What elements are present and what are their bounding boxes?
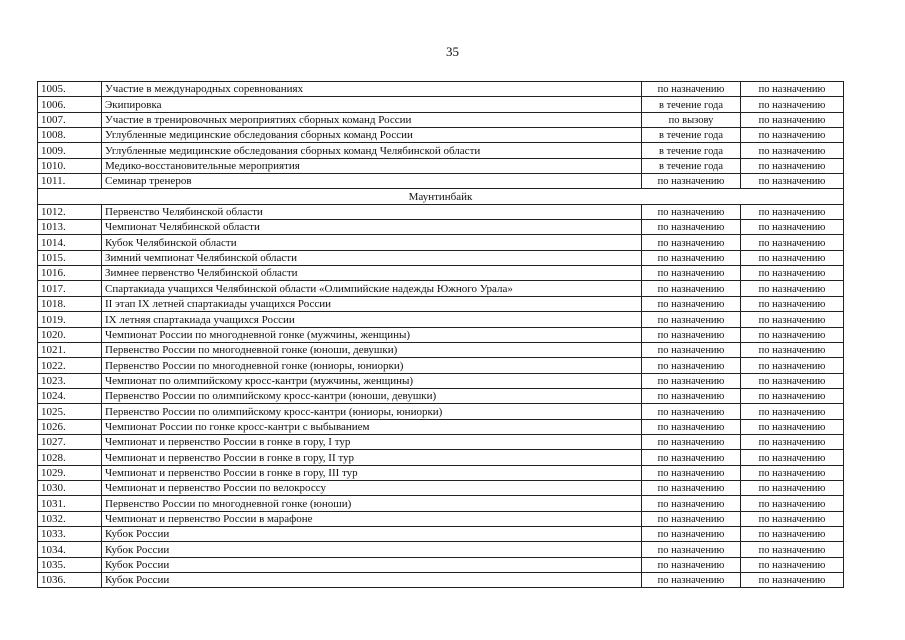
row-number: 1032. <box>38 511 102 526</box>
row-number: 1027. <box>38 434 102 449</box>
table-row <box>38 174 844 189</box>
event-assignment: по назначению <box>741 158 844 173</box>
table-row <box>38 204 844 219</box>
page-number: 35 <box>446 44 459 59</box>
event-name: Кубок России <box>102 573 642 588</box>
event-term: по назначению <box>642 434 741 449</box>
event-assignment: по назначению <box>741 496 844 511</box>
event-assignment: по назначению <box>741 480 844 495</box>
section-title: Маунтинбайк <box>38 189 844 204</box>
event-name: Участие в международных соревнованиях <box>102 82 642 97</box>
event-name: Чемпионат и первенство России в марафоне <box>102 511 642 526</box>
event-term: по назначению <box>642 465 741 480</box>
event-term: по назначению <box>642 342 741 357</box>
event-term: по назначению <box>642 266 741 281</box>
table-row <box>38 434 844 449</box>
event-term: по назначению <box>642 557 741 572</box>
table-row <box>38 358 844 373</box>
event-name: Спартакиада учащихся Челябинской области «Олимпийские надежды Южного Урала» <box>102 281 642 296</box>
row-number: 1036. <box>38 573 102 588</box>
table-row <box>38 97 844 112</box>
row-number: 1007. <box>38 112 102 127</box>
event-name: Кубок Челябинской области <box>102 235 642 250</box>
event-term: в течение года <box>642 97 741 112</box>
row-number: 1030. <box>38 480 102 495</box>
table-row <box>38 542 844 557</box>
event-name: Экипировка <box>102 97 642 112</box>
event-name: Первенство России по многодневной гонке (юниоры, юниорки) <box>102 358 642 373</box>
event-assignment: по назначению <box>741 404 844 419</box>
table-row <box>38 296 844 311</box>
events-table <box>37 81 844 588</box>
row-number: 1006. <box>38 97 102 112</box>
row-number: 1008. <box>38 128 102 143</box>
event-term: по назначению <box>642 573 741 588</box>
table-row <box>38 404 844 419</box>
event-name: Первенство России по многодневной гонке (юноши, девушки) <box>102 342 642 357</box>
event-assignment: по назначению <box>741 312 844 327</box>
table-row <box>38 480 844 495</box>
event-term: по назначению <box>642 542 741 557</box>
table-row <box>38 281 844 296</box>
table-row <box>38 158 844 173</box>
row-number: 1025. <box>38 404 102 419</box>
table-row <box>38 373 844 388</box>
table-row <box>38 465 844 480</box>
event-term: в течение года <box>642 143 741 158</box>
event-assignment: по назначению <box>741 342 844 357</box>
row-number: 1018. <box>38 296 102 311</box>
event-name: Чемпионат России по многодневной гонке (мужчины, женщины) <box>102 327 642 342</box>
event-assignment: по назначению <box>741 526 844 541</box>
event-term: по назначению <box>642 388 741 403</box>
event-name: Первенство России по олимпийскому кросс-кантри (юноши, девушки) <box>102 388 642 403</box>
row-number: 1034. <box>38 542 102 557</box>
event-name: Семинар тренеров <box>102 174 642 189</box>
table-row <box>38 82 844 97</box>
event-assignment: по назначению <box>741 250 844 265</box>
event-assignment: по назначению <box>741 174 844 189</box>
row-number: 1009. <box>38 143 102 158</box>
event-name: Углубленные медицинские обследования сборных команд России <box>102 128 642 143</box>
event-term: в течение года <box>642 158 741 173</box>
table-row <box>38 419 844 434</box>
event-term: по назначению <box>642 174 741 189</box>
event-name: Зимнее первенство Челябинской области <box>102 266 642 281</box>
row-number: 1026. <box>38 419 102 434</box>
row-number: 1011. <box>38 174 102 189</box>
table-body-top <box>38 82 844 189</box>
row-number: 1023. <box>38 373 102 388</box>
row-number: 1016. <box>38 266 102 281</box>
event-assignment: по назначению <box>741 419 844 434</box>
row-number: 1013. <box>38 220 102 235</box>
event-term: по назначению <box>642 358 741 373</box>
table-row <box>38 450 844 465</box>
table-row <box>38 526 844 541</box>
row-number: 1014. <box>38 235 102 250</box>
row-number: 1033. <box>38 526 102 541</box>
event-name: Первенство России по олимпийскому кросс-кантри (юниоры, юниорки) <box>102 404 642 419</box>
event-assignment: по назначению <box>741 542 844 557</box>
event-assignment: по назначению <box>741 82 844 97</box>
row-number: 1019. <box>38 312 102 327</box>
table-row <box>38 342 844 357</box>
row-number: 1005. <box>38 82 102 97</box>
row-number: 1010. <box>38 158 102 173</box>
event-assignment: по назначению <box>741 450 844 465</box>
event-assignment: по назначению <box>741 358 844 373</box>
event-name: Кубок России <box>102 542 642 557</box>
event-name: Чемпионат и первенство России в гонке в гору, III тур <box>102 465 642 480</box>
event-name: Чемпионат и первенство России по велокроссу <box>102 480 642 495</box>
event-name: Участие в тренировочных мероприятиях сборных команд России <box>102 112 642 127</box>
event-assignment: по назначению <box>741 434 844 449</box>
event-name: Первенство России по многодневной гонке (юноши) <box>102 496 642 511</box>
table-row <box>38 557 844 572</box>
row-number: 1028. <box>38 450 102 465</box>
event-term: по вызову <box>642 112 741 127</box>
table-row <box>38 496 844 511</box>
event-name: Кубок России <box>102 557 642 572</box>
event-assignment: по назначению <box>741 97 844 112</box>
event-name: Углубленные медицинские обследования сборных команд Челябинской области <box>102 143 642 158</box>
event-term: по назначению <box>642 419 741 434</box>
table-row <box>38 143 844 158</box>
event-assignment: по назначению <box>741 143 844 158</box>
event-assignment: по назначению <box>741 204 844 219</box>
event-term: по назначению <box>642 250 741 265</box>
table-row <box>38 511 844 526</box>
row-number: 1012. <box>38 204 102 219</box>
event-term: по назначению <box>642 526 741 541</box>
event-name: Первенство Челябинской области <box>102 204 642 219</box>
section-header-row <box>38 189 844 204</box>
event-term: по назначению <box>642 373 741 388</box>
section-header-group <box>38 189 844 204</box>
table-row <box>38 266 844 281</box>
table-row <box>38 388 844 403</box>
event-name: Чемпионат и первенство России в гонке в гору, I тур <box>102 434 642 449</box>
event-term: по назначению <box>642 296 741 311</box>
event-term: по назначению <box>642 404 741 419</box>
event-assignment: по назначению <box>741 296 844 311</box>
row-number: 1020. <box>38 327 102 342</box>
event-assignment: по назначению <box>741 573 844 588</box>
row-number: 1035. <box>38 557 102 572</box>
row-number: 1031. <box>38 496 102 511</box>
event-term: по назначению <box>642 480 741 495</box>
event-term: по назначению <box>642 327 741 342</box>
event-term: по назначению <box>642 450 741 465</box>
event-assignment: по назначению <box>741 220 844 235</box>
row-number: 1024. <box>38 388 102 403</box>
event-name: II этап IX летней спартакиады учащихся России <box>102 296 642 311</box>
table-row <box>38 235 844 250</box>
event-term: по назначению <box>642 312 741 327</box>
event-name: Чемпионат по олимпийскому кросс-кантри (мужчины, женщины) <box>102 373 642 388</box>
event-assignment: по назначению <box>741 388 844 403</box>
event-name: Зимний чемпионат Челябинской области <box>102 250 642 265</box>
table-row <box>38 250 844 265</box>
event-term: по назначению <box>642 511 741 526</box>
event-term: по назначению <box>642 82 741 97</box>
table-row <box>38 327 844 342</box>
event-assignment: по назначению <box>741 465 844 480</box>
table-row <box>38 128 844 143</box>
event-name: Чемпионат России по гонке кросс-кантри с выбыванием <box>102 419 642 434</box>
event-assignment: по назначению <box>741 235 844 250</box>
table-body-bottom <box>38 204 844 588</box>
event-assignment: по назначению <box>741 266 844 281</box>
event-term: по назначению <box>642 220 741 235</box>
event-assignment: по назначению <box>741 128 844 143</box>
event-assignment: по назначению <box>741 373 844 388</box>
row-number: 1017. <box>38 281 102 296</box>
row-number: 1022. <box>38 358 102 373</box>
table-row <box>38 112 844 127</box>
table-row <box>38 573 844 588</box>
event-name: Медико-восстановительные мероприятия <box>102 158 642 173</box>
event-name: Чемпионат Челябинской области <box>102 220 642 235</box>
table-row <box>38 312 844 327</box>
row-number: 1021. <box>38 342 102 357</box>
event-term: по назначению <box>642 204 741 219</box>
event-term: в течение года <box>642 128 741 143</box>
event-assignment: по назначению <box>741 557 844 572</box>
event-term: по назначению <box>642 235 741 250</box>
event-assignment: по назначению <box>741 327 844 342</box>
event-name: Чемпионат и первенство России в гонке в гору, II тур <box>102 450 642 465</box>
event-term: по назначению <box>642 496 741 511</box>
row-number: 1015. <box>38 250 102 265</box>
event-term: по назначению <box>642 281 741 296</box>
event-name: Кубок России <box>102 526 642 541</box>
table-row <box>38 220 844 235</box>
row-number: 1029. <box>38 465 102 480</box>
event-assignment: по назначению <box>741 281 844 296</box>
event-name: IX летняя спартакиада учащихся России <box>102 312 642 327</box>
event-assignment: по назначению <box>741 112 844 127</box>
event-assignment: по назначению <box>741 511 844 526</box>
